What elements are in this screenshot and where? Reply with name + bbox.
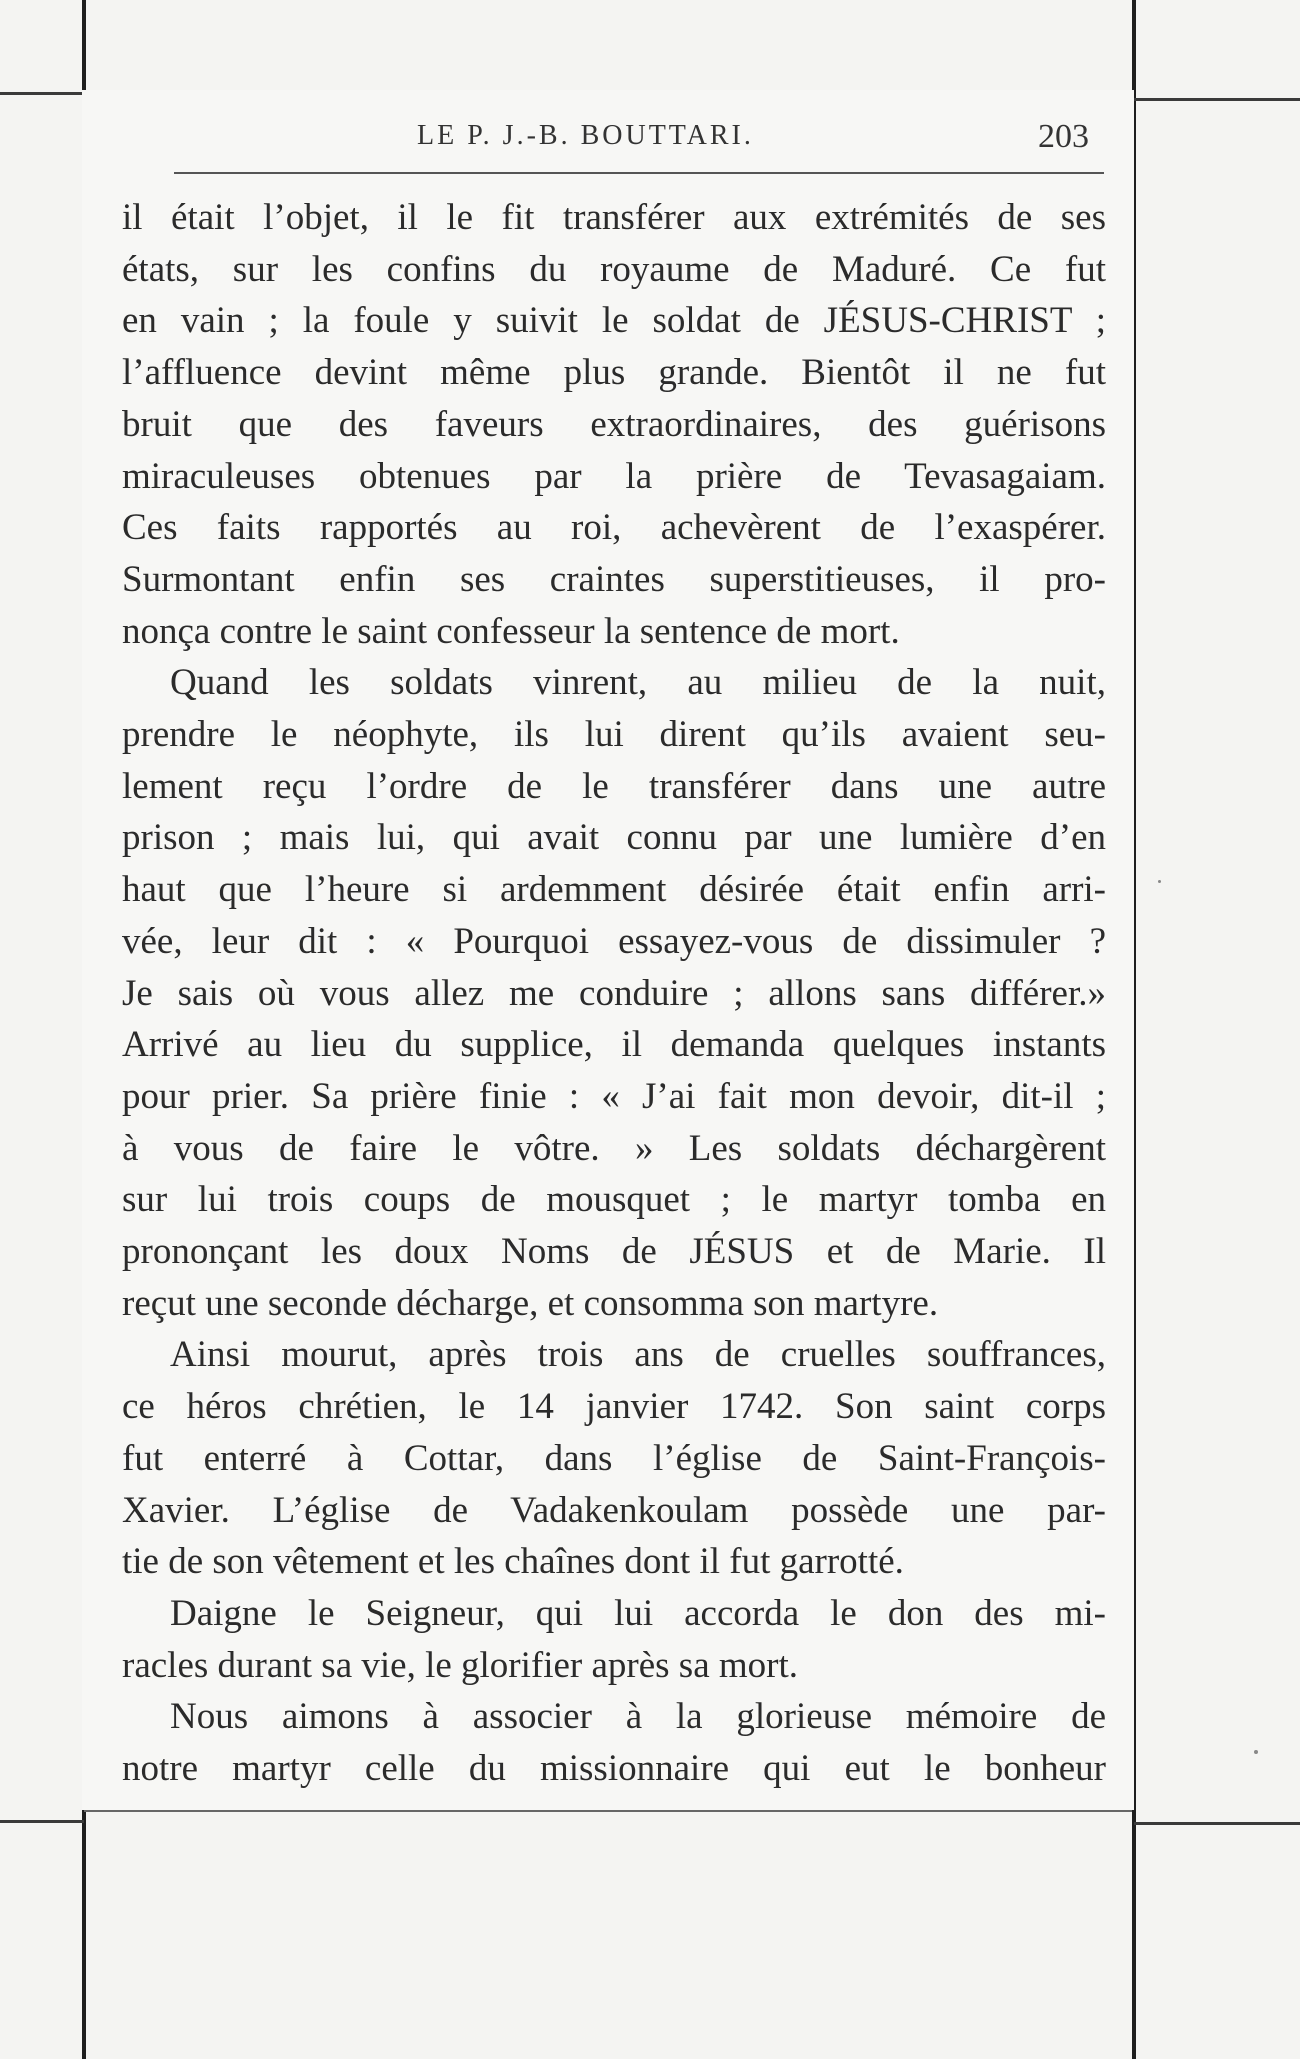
text-line: prison ; mais lui, qui avait connu par une lumière d’en	[122, 817, 1106, 859]
scan-speck	[1158, 880, 1161, 883]
text-line: prendre le néophyte, ils lui dirent qu’ils avaient seu-	[122, 714, 1106, 756]
paragraph	[122, 1588, 1106, 1691]
text-line: Nous aimons à associer à la glorieuse mémoire de	[170, 1696, 1106, 1738]
text-line: tie de son vêtement et les chaînes dont il fut garrotté.	[122, 1541, 904, 1583]
text-line: Daigne le Seigneur, qui lui accorda le don des mi-	[170, 1592, 1106, 1634]
page-header	[82, 120, 1134, 172]
book-page	[82, 90, 1134, 1810]
frame-top-line-right	[1134, 98, 1300, 101]
text-line: Arrivé au lieu du supplice, il demanda quelques instants	[122, 1024, 1106, 1066]
text-line: en vain ; la foule y suivit le soldat de JÉSUS-CHRIST ;	[122, 300, 1106, 342]
running-head: LE P. J.-B. BOUTTARI.	[417, 120, 754, 151]
paragraph	[122, 1691, 1106, 1794]
frame-bottom-line-left	[0, 1820, 84, 1823]
text-line: lement reçu l’ordre de le transférer dans une autre	[122, 765, 1106, 807]
text-line: bruit que des faveurs extraordinaires, des guérisons	[122, 403, 1106, 445]
text-line: fut enterré à Cottar, dans l’église de Saint-François-	[122, 1437, 1106, 1479]
text-line: Ces faits rapportés au roi, achevèrent de l’exaspérer.	[122, 507, 1106, 549]
paragraph	[122, 657, 1106, 1329]
text-line: prononçant les doux Noms de JÉSUS et de Marie. Il	[122, 1231, 1106, 1273]
scan-speck	[1254, 1750, 1258, 1754]
text-line: notre martyr celle du missionnaire qui eut le bonheur	[122, 1748, 1106, 1790]
text-line: Ainsi mourut, après trois ans de cruelles souffrances,	[170, 1334, 1106, 1376]
text-line: Quand les soldats vinrent, au milieu de la nuit,	[170, 662, 1106, 704]
text-line: états, sur les confins du royaume de Maduré. Ce fut	[122, 248, 1106, 290]
text-line: miraculeuses obtenues par la prière de Tevasagaiam.	[122, 455, 1106, 497]
text-line: à vous de faire le vôtre. » Les soldats déchargèrent	[122, 1127, 1106, 1169]
page-number: 203	[1038, 118, 1089, 155]
text-line: vée, leur dit : « Pourquoi essayez-vous de dissimuler ?	[122, 920, 1106, 962]
header-rule	[174, 172, 1104, 174]
frame-bottom-line-page	[84, 1810, 1132, 1812]
text-line: Je sais où vous allez me conduire ; allons sans différer.»	[122, 972, 1106, 1014]
text-line: ce héros chrétien, le 14 janvier 1742. Son saint corps	[122, 1386, 1106, 1428]
text-line: Xavier. L’église de Vadakenkoulam possède une par-	[122, 1489, 1106, 1531]
paragraph	[122, 192, 1106, 657]
text-line: pour prier. Sa prière finie : « J’ai fait mon devoir, dit-il ;	[122, 1075, 1106, 1117]
frame-top-line-left	[0, 92, 84, 95]
text-line: l’affluence devint même plus grande. Bientôt il ne fut	[122, 352, 1106, 394]
body-text	[122, 192, 1106, 1795]
paragraph	[122, 1329, 1106, 1588]
text-line: racles durant sa vie, le glorifier après sa mort.	[122, 1644, 799, 1686]
frame-bottom-line-right	[1134, 1822, 1300, 1825]
text-line: sur lui trois coups de mousquet ; le martyr tomba en	[122, 1179, 1106, 1221]
text-line: reçut une seconde décharge, et consomma son martyre.	[122, 1282, 939, 1324]
text-line: il était l’objet, il le fit transférer aux extrémités de ses	[122, 197, 1106, 238]
text-line: Surmontant enfin ses craintes superstitieuses, il pro-	[122, 558, 1106, 600]
text-line: haut que l’heure si ardemment désirée était enfin arri-	[122, 869, 1106, 911]
text-line: nonça contre le saint confesseur la sentence de mort.	[122, 610, 900, 652]
